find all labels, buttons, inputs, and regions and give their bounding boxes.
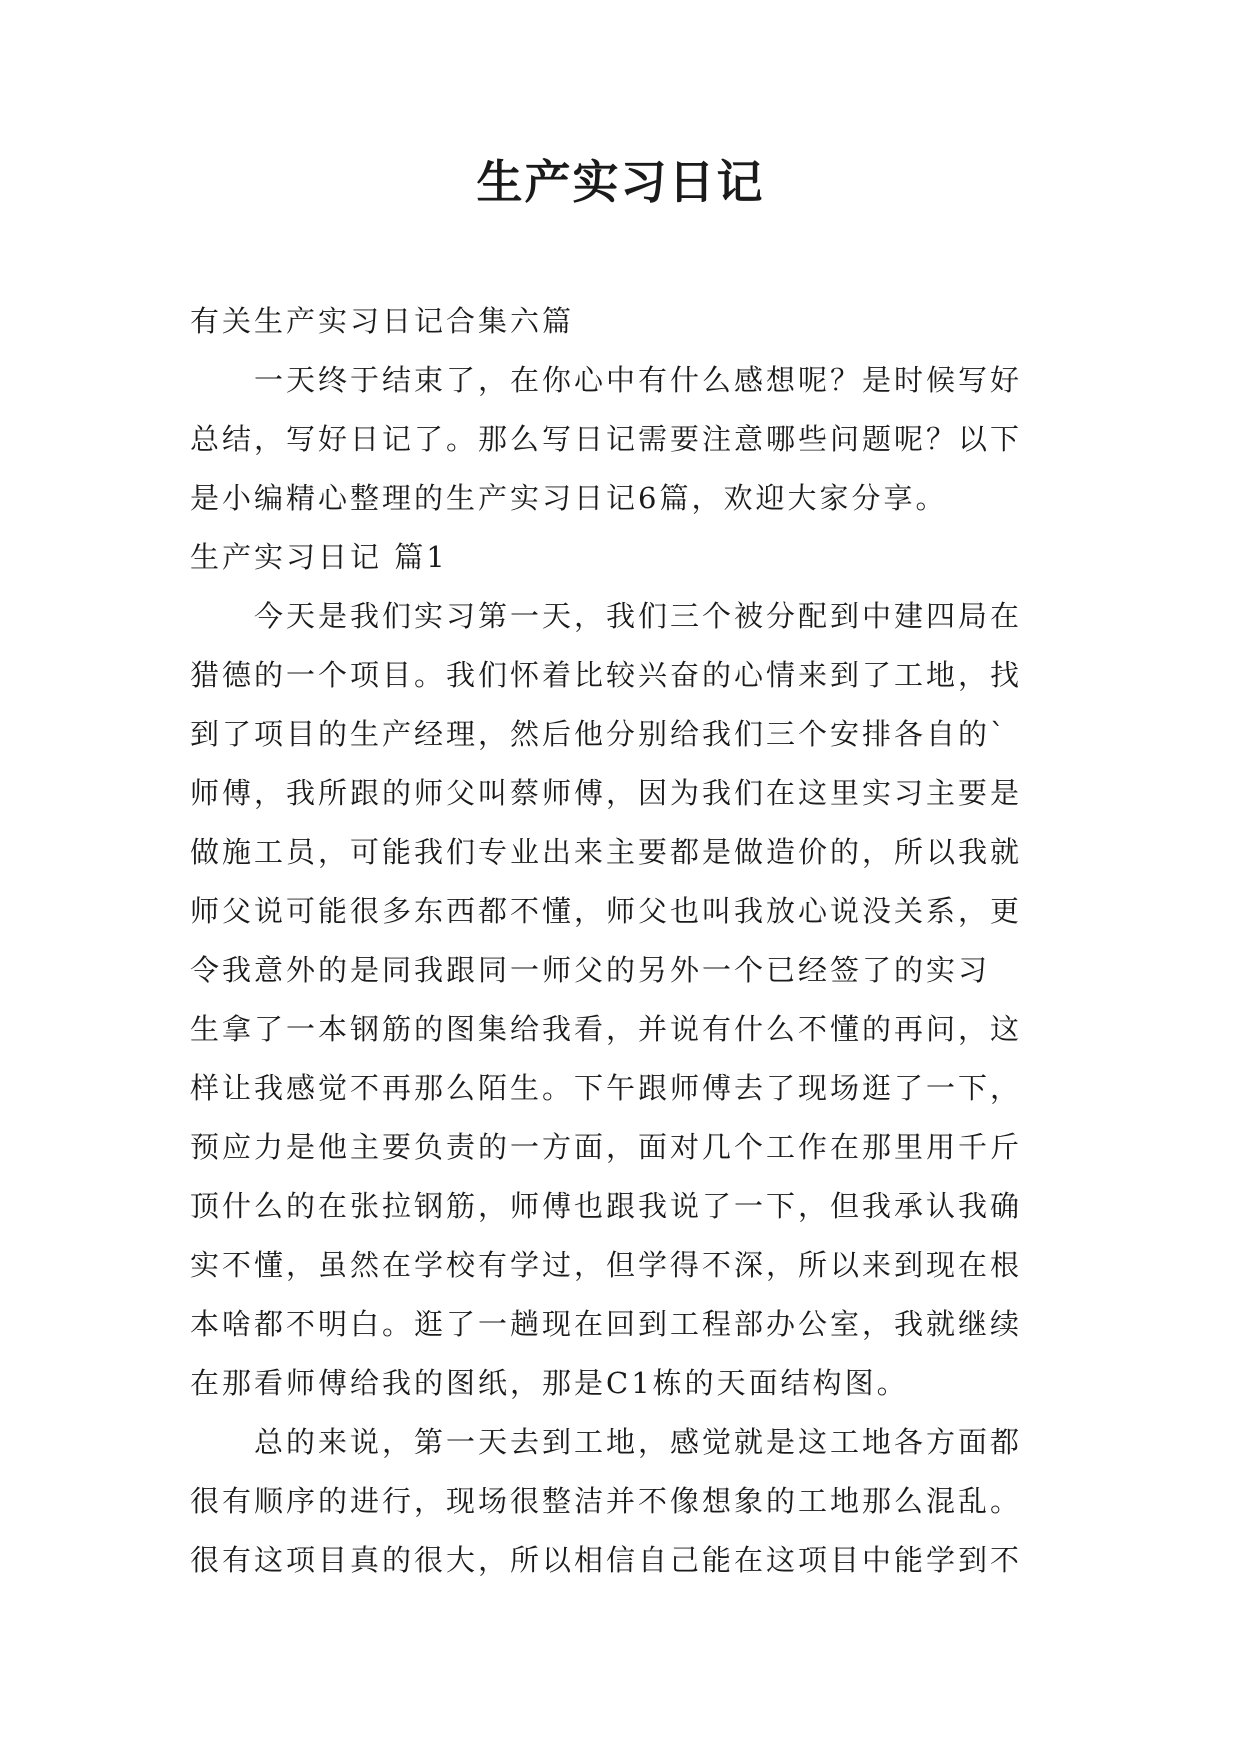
text-line: 样让我感觉不再那么陌生。下午跟师傅去了现场逛了一下，	[190, 1071, 1023, 1105]
text-line: 本啥都不明白。逛了一趟现在回到工程部办公室，我就继续	[190, 1307, 1023, 1341]
paragraph-2	[190, 1413, 1070, 1590]
text-line: 猎德的一个项目。我们怀着比较兴奋的心情来到了工地，找	[190, 658, 1023, 692]
text-line: 今天是我们实习第一天，我们三个被分配到中建四局在	[254, 599, 1023, 633]
text-line: 很有顺序的进行，现场很整洁并不像想象的工地那么混乱。	[190, 1484, 1023, 1518]
text-line: 实不懂，虽然在学校有学过，但学得不深，所以来到现在根	[190, 1248, 1023, 1282]
text-line: 在那看师傅给我的图纸，那是C1栋的天面结构图。	[190, 1366, 909, 1400]
text-line: 很有这项目真的很大，所以相信自己能在这项目中能学到不	[190, 1543, 1023, 1577]
paragraph-1	[190, 587, 1070, 1413]
text-line: 做施工员，可能我们专业出来主要都是做造价的，所以我就	[190, 835, 1023, 869]
section-heading: 生产实习日记 篇1	[190, 540, 448, 574]
text-line: 顶什么的在张拉钢筋，师傅也跟我说了一下，但我承认我确	[190, 1189, 1023, 1223]
text-line: 一天终于结束了，在你心中有什么感想呢？是时候写好	[254, 363, 1023, 397]
text-line: 师傅，我所跟的师父叫蔡师傅，因为我们在这里实习主要是	[190, 776, 1023, 810]
text-line: 师父说可能很多东西都不懂，师父也叫我放心说没关系，更	[190, 894, 1023, 928]
document-subtitle: 有关生产实习日记合集六篇	[190, 304, 575, 338]
text-line: 到了项目的生产经理，然后他分别给我们三个安排各自的`	[190, 717, 1008, 751]
text-line: 预应力是他主要负责的一方面，面对几个工作在那里用千斤	[190, 1130, 1023, 1164]
document-body	[190, 292, 1070, 1590]
intro-paragraph	[190, 351, 1070, 528]
document-title: 生产实习日记	[476, 155, 765, 209]
text-line: 令我意外的是同我跟同一师父的另外一个已经签了的实习	[190, 953, 991, 987]
text-line: 是小编精心整理的生产实习日记6篇，欢迎大家分享。	[190, 481, 948, 515]
text-line: 总的来说，第一天去到工地，感觉就是这工地各方面都	[254, 1425, 1023, 1459]
text-line: 生拿了一本钢筋的图集给我看，并说有什么不懂的再问，这	[190, 1012, 1023, 1046]
text-line: 总结，写好日记了。那么写日记需要注意哪些问题呢？以下	[190, 422, 1023, 456]
